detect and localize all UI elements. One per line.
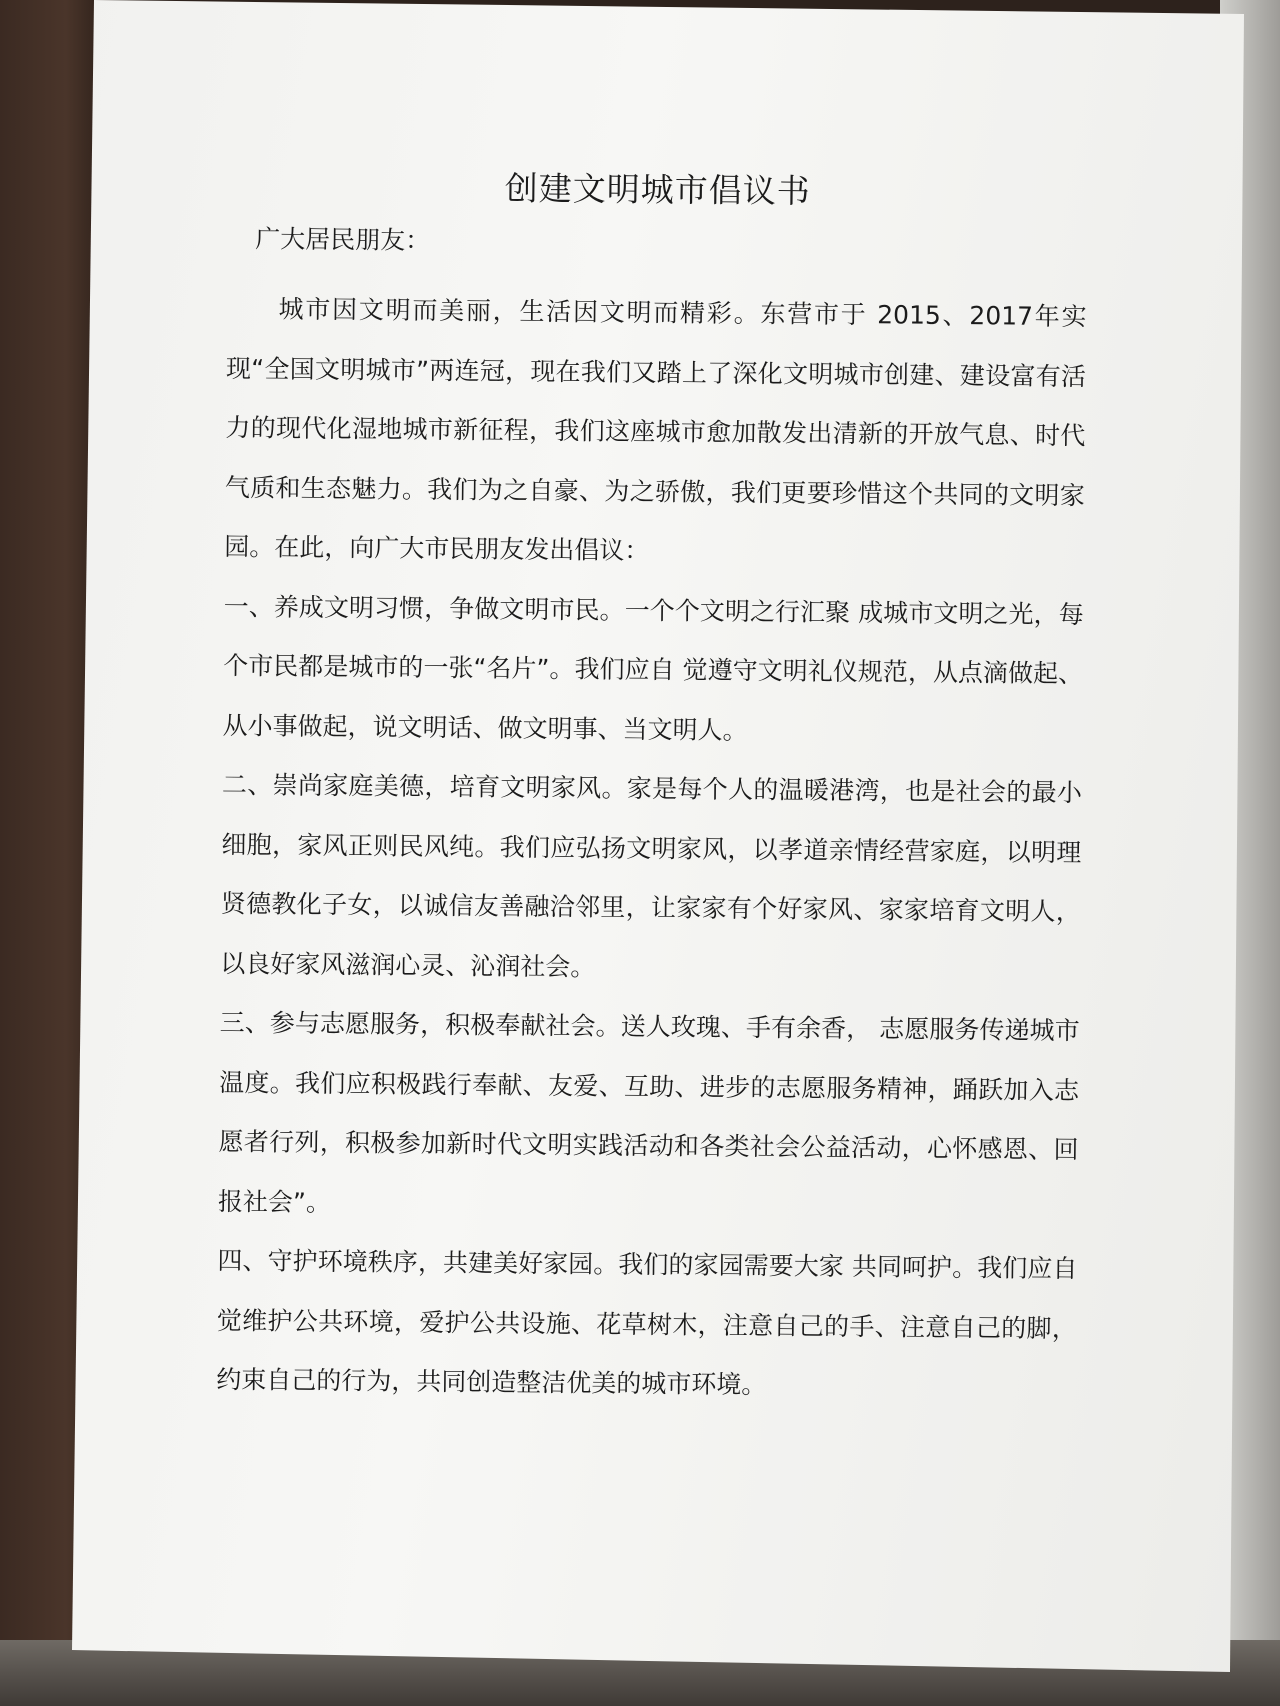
- document-body: [216, 160, 1088, 1418]
- intro-paragraph: 城市因文明而美丽，生活因文明而精彩。东营市于 2015、2017年实现“全国文明城市”两连冠，现在我们又踏上了深化文明城市创建、建设富有活力的现代化湿地城市新征程，我们这座城市愈加散发出清新的开放气息、时代气质和生态魅力。我们为之自豪、为之骄傲，我们更要珍惜这个共同的文明家园。在此，向广大市民朋友发出倡议：: [224, 294, 1087, 566]
- proposal-item-3: 三、参与志愿服务，积极奉献社会。送人玫瑰、手有余香， 志愿服务传递城市温度。我们应积极践行奉献、友爱、互助、进步的志愿服务精神，踊跃加入志愿者行列，积极参加新时代文明实践活动和各类社会公益活动，心怀感恩、回报社会”。: [217, 1007, 1080, 1217]
- proposal-item-4: 四、守护环境秩序，共建美好家园。我们的家园需要大家 共同呵护。我们应自觉维护公共环境，爱护公共设施、花草树木，注意自己的手、注意自己的脚，约束自己的行为，共同创造整洁优美的城市环境。: [216, 1245, 1078, 1400]
- proposal-item-1: 一、养成文明习惯，争做文明市民。一个个文明之行汇聚 成城市文明之光，每个市民都是城市的一张“名片”。我们应自 觉遵守文明礼仪规范，从点滴做起、从小事做起，说文明话、做文明事、当文明人。: [222, 591, 1084, 745]
- document-title: 创建文明城市倡议书: [504, 168, 811, 211]
- document-greeting: 广大居民朋友：: [255, 224, 431, 255]
- proposal-item-2: 二、崇尚家庭美德，培育文明家风。家是每个人的温暖港湾，也是社会的最小细胞，家风正则民风纯。我们应弘扬文明家风，以孝道亲情经营家庭，以明理贤德教化子女，以诚信友善融洽邻里，让家家有个好家风、家家培育文明人，以良好家风滋润心灵、沁润社会。: [220, 769, 1083, 982]
